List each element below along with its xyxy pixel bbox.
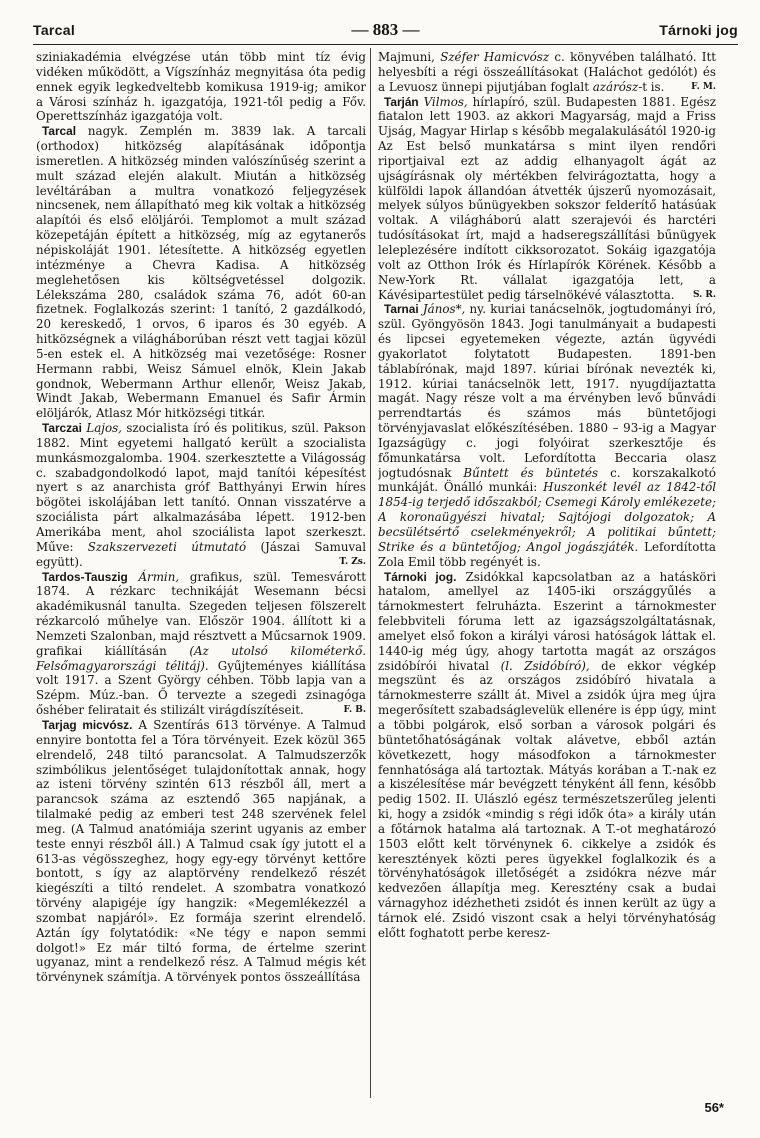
entry-text: Zsidókkal kapcsolatban az a hatásköri hatalom, amellyel az 1405-iki országgyűlés a tárnokmestert felruházta. Eszerint a tárnokmester felebbviteli fóruma lett az igazságszolgáltatásnak, amelyet első fokon a királyi városi hatóságok láttak el. 1440-ig még úgy, ahogy tartotta magát az országos zsidóbírói hivatal [378, 569, 716, 673]
entry-tarczai [36, 421, 366, 569]
entry-tarnoki-jog [378, 570, 716, 941]
entry-tarnai [378, 302, 716, 569]
header-right-guide-word: Tárnoki jog [659, 22, 738, 38]
entry-text-tail-2: -t is. [638, 79, 665, 94]
author-signature: S. R. [692, 289, 716, 300]
entry-work-title-2: azárósz [592, 79, 639, 94]
running-header [33, 18, 738, 44]
entry-text: nagyk. Zemplén m. 3839 lak. A tarcali (orthodox) hitközség alapításának időpontja ismeretlen. A hitközség minden valószínűség szerint a mult század elején alakult. Miután a hitközség levéltárában a multra vonatkozó feljegyzések nincsenek, nem állapítható meg kik voltak a hitközség alapítói és első elöljárói. Templomot a mult század közepetáján épített a hitközség, míg az egytanerős népiskoláját 1901. létesítette. A hitközség egyetlen intézménye a Chevra Kadisa. A hitközség meglehetősen kis költségvetéssel dolgozik. Lélekszáma 280, családok száma 76, adót 60-an fizetnek. Foglalkozás szerint: 1 tanító, 2 gazdálkodó, 20 kereskedő, 1 orvos, 6 iparos és 30 egyéb. A hitközségnek a világháborúban részt vett tagjai közül 5-en estek el. A hitközség mai vezetősége: Rosner Hermann rabbi, Weisz Sámuel elnök, Klein Jakab gondnok, Webermann Arthur ellenőr, Weisz Jakab, Windt Jakab, Webermann Emanuel és Safir Ármin elöljárók, Atlasz Mór hitközségi titkár. [36, 124, 366, 421]
entry-work-title: (Az utolsó kilométerkő. Felsőmagyarországi télitáj). [36, 643, 366, 673]
entry-text: Majmuni, [378, 50, 441, 64]
author-signature: T. Zs. [339, 556, 366, 567]
entry-forename: János*, [422, 302, 466, 317]
entry-tarcal [36, 124, 366, 421]
left-column [36, 50, 366, 1095]
entry-text-tail: c. korszakalkotó munkáját. Önálló munkái: [378, 465, 716, 495]
author-signature: F. B. [343, 705, 366, 716]
entry-text: ny. kuriai tanácselnök, jogtudományi író, szül. Gyöngyösön 1843. Jogi tanulmányait a budapesti és lipcsei egyetemeken végezte, aztán ügyvédi gyakorlatot folytatott Budapesten. 1891-ben táblabírónak, majd 1897. kúriai bírónak nevezték ki, 1912. kúriai tanácselnök lett, 1917. nyugdíjaztatta magát. Nagy része volt a ma érvényben levő bűnvádi perrendtartás és számos más büntetőjogi törvényjavaslat előkészítésében. 1880 – 93-ig a Magyar Igazságügy c. jogi folyóirat szerkesztője és főmunkatársa volt. Lefordította Beccaria olasz jogtudósnak [378, 302, 716, 480]
entry-text: A Szentírás 613 törvénye. A Talmud ennyire bontotta fel a Tóra törvényeit. Ezek közül 365 elrendelő, 248 tiltó parancsolat. A Talmudszerzők szimbólikus jelentőséget tulajdonítottak annak, hogy az isteni törvény szintén 613 részből áll, mert a parancsok száma az esztendő 365 napjának, a tilalmaké pedig az emberi test 248 szervének felel meg. (A Talmud anatómiája szerint ugyanis az ember teste ennyi részből áll.) A Talmud csak így jutott el a 613-as végösszeghez, hogy egy-egy törvényt kettőre bontott, s így az alaptörvény rendelkező részét kiegészíti a tiltó rendelet. A szombatra vonatkozó törvény alapigéje így hangzik: «Megemlékezzél a szombat napjáról». Ez formája szerint elrendelő. Aztán így folytatódik: «Ne tégy e napon semmi dolgot!» Ez már tiltó forma, de értelme szerint ugyanaz, mint a rendelkező rész. A Talmud mégis két törvénynek számítja. A törvények pontos összeállítása [36, 717, 366, 985]
entry-text-tail: de ekkor végkép megszünt és az országos zsidóbíró hivatala a tárnokmesterre szállt át. Mivel a zsidók újra meg újra megerősített szabadságlevelük ellenére is épp úgy, mint a többi polgárok, első sorban a városok polgári és büntetőhatóságának voltak alávetve, ebből aztán következett, hogy másodfokon a tárnokmester fennhatósága alá tartoztak. Mátyás korában a T.-nak ez a kiszélesítése már bevégzett tényként áll fenn, később pedig 1502. II. Ulászló egész természetszerűleg jelenti ki, hogy a zsidók «mindig s régi idők óta» a király után a főtárnok hatalma alá tartoznak. A T.-ot meghatározó 1503 előtt kelt törvénynek 6. cikkelye a zsidók és keresztények közti peres ügyekkel foglalkozik és a törvényhatóságok illetőségét a zsidókra nézve már kedvezően állapítja meg. Keresztény csak a budai várnagyhoz idézhetheti zsidót és innen került az ügy a tárnok elé. Zsidó viszont csak a helyi törvényhatóság előtt foghatott perbe keresz- [378, 658, 716, 940]
entry-works-list: Huszonkét levél az 1842-től 1854-ig terjedő időszakból; Csemegi Károly emlékezete; A koronaügyészi hivatal; Sajtójogi dolgozatok; A becsülétsértő cselekményekről; A politikai bűntett; Strike és a büntetőjog; Angol jogászjáték. [378, 480, 716, 554]
entry-headword: Tárnoki jog. [384, 569, 457, 584]
right-column [378, 50, 716, 1095]
entry-tarjag-micvosz [36, 718, 366, 985]
header-left-guide-word: Tarcal [33, 22, 76, 38]
entry-headword: Tarcal [42, 124, 77, 139]
entry-text-tail-2: Lefordította Zola Emil több regényét is. [378, 539, 716, 569]
author-signature: F. M. [691, 81, 716, 92]
page-number: — 883 — [351, 20, 420, 39]
header-rule [33, 44, 738, 45]
entry-headword: Tarnai [384, 302, 419, 317]
entry-headword: Tardos-Tauszig [42, 569, 128, 584]
entry-cross-reference: (l. Zsidóbíró), [500, 658, 590, 673]
entry-work-title: Széfer Hamicvósz [440, 50, 550, 64]
continued-entry [36, 50, 366, 124]
entry-text: szocialista író és politikus, szül. Pakson 1882. Mint egyetemi hallgató került a szocialista munkásmozgalomba. 1904. szerkesztette a Világosság c. szabadgondolkodó lapot, majd tanítói képesítést nyert s az anarchista gróf Batthyányi Erwin híres bögötei iskolájában lett tanító. Onnan visszatérve a szociálista párt alkalmazásába lépett. 1912-ben Amerikába ment, ahol szociálista lapot szerkeszt. Műve: [36, 421, 366, 554]
continued-entry [378, 50, 716, 95]
entry-text: sziniakadémia elvégzése után több mint tíz évig vidéken működött, a Vígszínház megnyitása óta pedig ennek egyik legkedveltebb komikusa 1919-ig; amikor a Városi színház h. igazgatója, 1921-től pedig a Főv. Operettszínház igazgatója volt. [36, 50, 366, 124]
entry-text-tail: c. könyvében található. Itt helyesbíti a régi összeállításokat (Haláchot gedólót) és a Levuosz ünnepi pijutjában foglalt [378, 50, 716, 94]
entry-headword: Tarczai [42, 421, 82, 436]
entry-tardos-tauszig [36, 570, 366, 718]
entry-text-tail: Gyűjteményes kiállítása volt 1917. a Szent György céhben. Több lapja van a Szépm. Múz.-ban. Ő tervezte a szegedi zsinagóga őshéber feliratait és stilizált virágdíszítéseit. [36, 658, 366, 718]
entry-text: hírlapíró, szül. Budapesten 1881. Egész fiatalon lett 1903. az akkori Magyarság, majd a Friss Ujság, Magyar Hirlap s később megalakulásától 1920-ig Az Est belső munkatársa s mint ilyen rendőri riportjaival ezt az addig elhanyagolt ágát az ujságírásnak oly mértékben felvirágoztatta, hogy a külföldi lapok állandóan átvették újszerű nyomozásait, melyek súlyos bűnügyekben sokszor felderítő hatásúak voltak. A világháború alatt szerajevói és harctéri tudósításokat írt, majd a hadseregszállítási bűnügyek leleplezésére indított cikksorozatot. Sokáig igazgatója volt az Otthon Irók és Hírlapírók Körének. Később a New-York Rt. vállalat igazgatója lett, a Kávésipartestület pedig társelnökévé választotta. [378, 94, 716, 302]
entry-work-title: Bűntett és büntetés [463, 465, 599, 480]
signature-mark: 56* [704, 1100, 724, 1115]
entry-forename: Vilmos, [423, 94, 468, 109]
entry-headword: Tarjag micvósz. [42, 717, 133, 732]
entry-headword: Tarján [384, 94, 419, 109]
entry-tarjan [378, 95, 716, 303]
entry-forename: Ármin, [138, 569, 180, 584]
entry-text-tail: (Jászai Samuval együtt). [36, 539, 366, 569]
entry-forename: Lajos, [86, 421, 122, 436]
entry-work-title: Szakszervezeti útmutató [87, 539, 247, 554]
entry-text: grafikus, szül. Temesvárott 1874. A rézkarc technikáját Wesemann bécsi akadémikusnál tanulta. Szegeden teljesen fölszerelt rézkarcoló műhelye van. Először 1904. állított ki a Nemzeti Szalonban, majd résztvett a Műcsarnok 1909. grafikai kiállításán [36, 569, 366, 658]
column-divider [370, 48, 371, 1098]
